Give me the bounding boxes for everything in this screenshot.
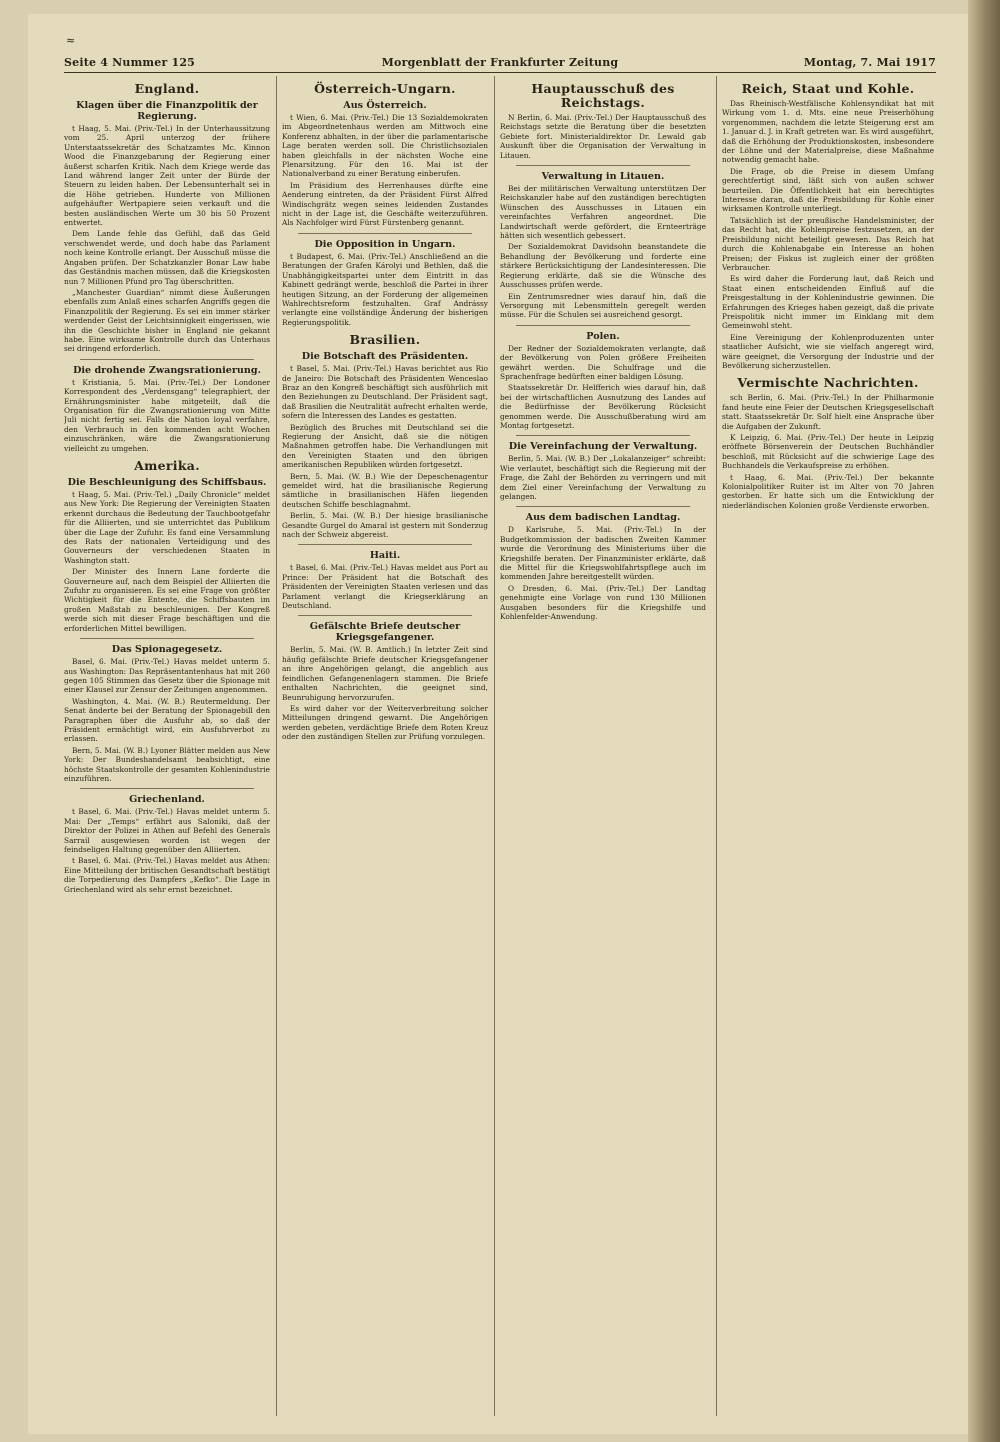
section-heading: Brasilien.: [349, 332, 421, 348]
section-heading: Vermischte Nachrichten.: [737, 375, 919, 391]
article-headline: Die Vereinfachung der Verwaltung.: [508, 441, 698, 453]
article-paragraph: K Leipzig, 6. Mai. (Priv.-Tel.) Der heute in Leipzig eröffnete Börsenverein der Deutschen Buchhändler beschloß, mit Rücksicht auf die schwierige Lage des Buchhandels die Verkaufspreise zu erhöhen.: [722, 433, 934, 471]
article-headline: Gefälschte Briefe deutscher Kriegsgefangener.: [309, 621, 461, 644]
article-paragraph: Das Rheinisch-Westfälische Kohlensyndikat hat mit Wirkung vom 1. d. Mts. eine neue Preiserhöhung vorgenommen, nachdem die letzte Steigerung erst am 1. Januar d. J. in Kraft getreten war. Es wird ausgeführt, daß die Erhöhung der Produktionskosten, insbesondere der Löhne und der Materialpreise, diese Maßnahme notwendig gemacht habe.: [722, 99, 934, 165]
article-headline: Aus dem badischen Landtag.: [525, 512, 681, 524]
article-paragraph: sch Berlin, 6. Mai. (Priv.-Tel.) In der Philharmonie fand heute eine Feier der Deutschen Kriegsgesellschaft statt. Staatssekretär Dr. Solf hielt eine Ansprache über die Aufgaben der Zukunft.: [722, 393, 934, 431]
section-divider: [80, 638, 254, 639]
section-divider: [516, 506, 690, 507]
section-heading: Reich, Staat und Kohle.: [741, 81, 915, 96]
article-paragraph: Es wird daher die Forderung laut, daß Reich und Staat einen entscheidenden Einfluß auf die Preisgestaltung in der Kohlenindustrie gewinnen. Die Erfahrungen des Krieges haben gezeigt, daß die private Preispolitik nicht immer im Einklang mit dem Gemeinwohl steht.: [722, 274, 934, 331]
article-headline: Die drohende Zwangsrationierung.: [73, 364, 261, 376]
column-4: [722, 76, 934, 1416]
article-headline: Griechenland.: [129, 794, 205, 806]
article-paragraph: t Haag, 6. Mai. (Priv.-Tel.) Der bekannte Kolonialpolitiker Ruiter ist im Alter von 70 Jahren gestorben. Er hatte sich um die Entwicklung der niederländischen Kolonien große Verdienste erworben.: [722, 472, 934, 510]
section-divider: [298, 544, 472, 545]
article-paragraph: Berlin, 5. Mai. (W. B. Amtlich.) In letzter Zeit sind häufig gefälschte Briefe deutscher Kriegsgefangener an ihre Angehörigen gelangt, die angeblich aus feindlichen Gefangenenlagern stammen. Die Briefe enthalten Nachrichten, die geeignet sind, Beunruhigung hervorzurufen.: [282, 645, 488, 702]
section-divider: [80, 788, 254, 789]
article-paragraph: Washington, 4. Mai. (W. B.) Reutermeldung. Der Senat änderte bei der Beratung der Spionagebill den Paragraphen über die Ausfuhr ab, so daß der Präsident ermächtigt wird, ein Ausfuhrverbot zu erlassen.: [64, 696, 270, 744]
article-paragraph: Bezüglich des Bruches mit Deutschland sei die Regierung der Ansicht, daß sie die nötigen Maßnahmen getroffen habe. Die Verhandlungen mit den Vereinigten Staaten und den übrigen amerikanischen Republiken würden fortgesetzt.: [282, 422, 488, 470]
article-paragraph: t Basel, 6. Mai. (Priv.-Tel.) Havas meldet aus Athen: Eine Mitteilung der britischen Gesandtschaft bestätigt die Torpedierung des Dampfers „Kefko“. Die Lage in Griechenland wird als sehr ernst bezeichnet.: [64, 856, 270, 894]
page-number: Seite 4 Nummer 125: [64, 56, 196, 69]
article-paragraph: N Berlin, 6. Mai. (Priv.-Tel.) Der Hauptausschuß des Reichstags setzte die Beratung über die besetzten Gebiete fort. Ministerialdirektor Dr. Lewald gab Auskunft über die Organisation der Verwaltung in Litauen.: [500, 113, 706, 160]
article-paragraph: t Wien, 6. Mai. (Priv.-Tel.) Die 13 Sozialdemokraten im Abgeordnetenhaus werden am Mittwoch eine Konferenz abhalten, in der über die parlamentarische Lage beraten werden soll. Die Christlichsozialen haben gleichfalls in der nächsten Woche eine Plenarsitzung. Für den 16. Mai ist der Nationalverband zu einer Beratung einberufen.: [282, 113, 488, 179]
article-paragraph: Berlin, 5. Mai. (W. B.) Der „Lokalanzeiger“ schreibt: Wie verlautet, beschäftigt sich die Regierung mit der Frage, die Zahl der Behörden zu verringern und mit dem Ziel einer Vereinfachung der Verwaltung zu gelangen.: [500, 454, 706, 501]
section-divider: [80, 359, 254, 360]
article-paragraph: Bern, 5. Mai. (W. B.) Wie der Depeschenagentur gemeldet wird, hat die brasilianische Regierung sämtliche in brasilianischen Häfen liegenden deutschen Schiffe beschlagnahmt.: [282, 471, 488, 509]
column-2: [282, 76, 488, 1416]
article-paragraph: Bei der militärischen Verwaltung unterstützen Der Reichskanzler habe auf den zuständigen berechtigten Wünschen des Ausschusses in Litauen ein vereinfachtes Verfahren angeordnet. Die Landwirtschaft werde gefördert, die Ernteerträge hätten sich wesentlich gebessert.: [500, 184, 706, 241]
article-paragraph: Eine Vereinigung der Kohlenproduzenten unter staatlicher Aufsicht, wie sie vielfach angeregt wird, wäre geeignet, die Versorgung der Industrie und der Bevölkerung sicherzustellen.: [722, 332, 934, 370]
article-paragraph: „Manchester Guardian“ nimmt diese Äußerungen ebenfalls zum Anlaß eines scharfen Angriffs gegen die Finanzpolitik der Regierung. Es sei ein immer stärker werdender Geist der Leichtsinnigkeit eingerissen, wie ihn die Geschichte bisher in England nie gekannt habe. Eine wirksame Kontrolle durch das Unterhaus sei dringend erforderlich.: [64, 287, 270, 354]
issue-date: Montag, 7. Mai 1917: [803, 56, 936, 69]
section-divider: [516, 325, 690, 326]
article-paragraph: Staatssekretär Dr. Helfferich wies darauf hin, daß bei der wirtschaftlichen Ausnutzung des Landes auf die Bedürfnisse der Bevölkerung Rücksicht genommen werde. Die Ausschußberatung wird am Montag fortgesetzt.: [500, 383, 706, 430]
corner-mark: ≈: [66, 34, 76, 47]
column-rule: [276, 76, 277, 1416]
section-heading: England.: [134, 81, 200, 96]
page-header: [64, 54, 936, 73]
column-rule: [716, 76, 717, 1416]
article-headline: Die Beschleunigung des Schiffsbaus.: [67, 477, 267, 488]
article-paragraph: Im Präsidium des Herrenhauses dürfte eine Aenderung eintreten, da der Präsident Fürst Alfred Windischgrätz wegen seines leidenden Zustandes nicht in der Lage ist, die Geschäfte weiterzuführen. Als Nachfolger wird Fürst Fürstenberg genannt.: [282, 180, 488, 228]
article-paragraph: Berlin, 5. Mai. (W. B.) Der hiesige brasilianische Gesandte Gurgel do Amaral ist gestern mit Sonderzug nach der Schweiz abgereist.: [282, 511, 488, 540]
article-headline: Haiti.: [369, 550, 401, 562]
section-divider: [298, 233, 472, 234]
section-divider: [516, 165, 690, 166]
article-paragraph: t Haag, 5. Mai. (Priv.-Tel.) „Daily Chronicle“ meldet aus New York: Die Regierung der Vereinigten Staaten erkennt durchaus die Bedeutung der Tauchbootgefahr für die Alliierten, und sie unterrichtet das Publikum über die Lage der Zufuhr. Es fand eine Versammlung des Rats der nationalen Verteidigung und des Gouverneurs der verschiedenen Staaten in Washington statt.: [64, 490, 270, 565]
article-paragraph: Dem Lande fehle das Gefühl, daß das Geld verschwendet werde, und doch habe das Parlament noch keine Kontrolle erlangt. Der Ausschuß müsse die Angaben prüfen. Der Schatzkanzler Bonar Law habe das Geständnis machen müssen, daß die Kriegskosten nun 7 Millionen Pfund pro Tag überschritten.: [64, 229, 270, 286]
article-paragraph: Der Minister des Innern Lane forderte die Gouverneure auf, nach dem Beispiel der Alliierten die Zufuhr zu organisieren. Es sei eine Frage von größter Wichtigkeit für die Entente, die Schiffsbauten im großen Maßstab zu beschleunigen. Der Kongreß werde sich mit dieser Frage beschäftigen und die erforderlichen Mittel bewilligen.: [64, 567, 270, 633]
column-1: [64, 76, 270, 1416]
article-paragraph: Bern, 5. Mai. (W. B.) Lyoner Blätter melden aus New York: Der Bundeshandelsamt beabsichtigt, eine höchste Staatskontrolle der gesamten Kohlenindustrie einzuführen.: [64, 745, 270, 783]
article-headline: Das Spionagegesetz.: [111, 644, 223, 656]
article-paragraph: t Basel, 5. Mai. (Priv.-Tel.) Havas berichtet aus Rio de Janeiro: Die Botschaft des Präsidenten Wenceslao Braz an den Kongreß beschäftigt sich ausführlich mit den Beziehungen zu Deutschland. Der Präsident sagt, daß Brasilien die Neutralität aufrecht erhalten werde, sofern die Interessen des Landes es gestatten.: [282, 364, 488, 421]
article-paragraph: Ein Zentrumsredner wies darauf hin, daß die Versorgung mit Lebensmitteln geregelt werden müsse. Für die Schulen sei ausreichend gesorgt.: [500, 291, 706, 320]
column-3: [500, 76, 706, 1416]
book-binding: [968, 0, 1000, 1442]
article-headline: Klagen über die Finanzpolitik der Regierung.: [76, 100, 258, 122]
article-paragraph: t Haag, 5. Mai. (Priv.-Tel.) In der Unterhaussitzung vom 25. April unterzog der frühere Unterstaatssekretär des Schatzamtes Mc. Kinnon Wood die Finanzgebarung der Regierung einer äußerst scharfen Kritik. Nach dem Kriege werde das Land während langer Zeit unter der Bürde der Steuern zu leiden haben. Der Lebensunterhalt sei in die Höhe getrieben. Hunderte von Millionen aufgehäufter Wertpapiere seien verkauft und die besten ausländischen Werte um 30 bis 50 Prozent entwertet.: [64, 124, 270, 228]
article-paragraph: Die Frage, ob die Preise in diesem Umfang gerechtfertigt sind, läßt sich von außen schwer beurteilen. Die Öffentlichkeit hat ein berechtigtes Interesse daran, daß die Preisbildung für Kohle einer wirksamen Kontrolle unterliegt.: [722, 166, 934, 214]
article-paragraph: Basel, 6. Mai. (Priv.-Tel.) Havas meldet unterm 5. aus Washington: Das Repräsentantenhaus hat mit 260 gegen 105 Stimmen das Gesetz über die Spionage mit einer Klausel zur Zensur der Zeitungen angenommen.: [64, 657, 270, 695]
article-paragraph: t Kristiania, 5. Mai. (Priv.-Tel.) Der Londoner Korrespondent des „Verdensgang“ telegraphiert, der Ernährungsminister habe mitgeteilt, daß die Organisation für die Zwangsrationierung von Mitte Juli nicht fertig sei. Falls die Nation loyal verfahre, den Verbrauch in den kommenden acht Wochen einzuschränken, wäre die Zwangsrationierung vielleicht zu umgehen.: [64, 377, 270, 453]
section-divider: [298, 615, 472, 616]
article-paragraph: t Basel, 6. Mai. (Priv.-Tel.) Havas meldet aus Port au Prince: Der Präsident hat die Botschaft des Präsidenten der Vereinigten Staaten verlesen und das Parlament verlangt die Kriegserklärung an Deutschland.: [282, 563, 488, 611]
article-paragraph: O Dresden, 6. Mai. (Priv.-Tel.) Der Landtag genehmigte eine Vorlage von rund 130 Millionen Ausgaben besonders für die Kriegshilfe und Kohlenfelder-Anwendung.: [500, 583, 706, 622]
article-headline: Aus Österreich.: [343, 100, 427, 111]
article-headline: Die Botschaft des Präsidenten.: [301, 351, 469, 363]
section-heading: Amerika.: [134, 458, 200, 473]
article-paragraph: D Karlsruhe, 5. Mai. (Priv.-Tel.) In der Budgetkommission der badischen Zweiten Kammer wurde die Verordnung des Ministeriums über die Kriegshilfe beraten. Der Finanzminister erklärte, daß die Mittel für die Kriegswohlfahrtspflege auch im kommenden Jahre bereitgestellt würden.: [500, 525, 706, 582]
article-paragraph: t Budapest, 6. Mai. (Priv.-Tel.) Anschließend an die Beratungen der Grafen Károlyi und Bethlen, daß die Unabhängigkeitspartei unter dem Eintritt in das Kabinett gedrängt werde, beschloß die Partei in ihrer heutigen Sitzung, an der Forderung der allgemeinen Wahlrechtsreform festzuhalten. Graf Andrássy verlangte eine vollständige Änderung der bisherigen Regierungspolitik.: [282, 251, 488, 327]
article-paragraph: Der Sozialdemokrat Davidsohn beanstandete die Behandlung der Bevölkerung und forderte eine stärkere Berücksichtigung der Landesinteressen. Die Regierung erklärte, daß sie die Wünsche des Ausschusses prüfen werde.: [500, 242, 706, 290]
column-rule: [494, 76, 495, 1416]
article-paragraph: Der Redner der Sozialdemokraten verlangte, daß der Bevölkerung von Polen größere Freiheiten gewährt werden. Die Schulfrage und die Sprachenfrage bedürften einer baldigen Lösung.: [500, 343, 706, 381]
article-headline: Verwaltung in Litauen.: [541, 171, 665, 183]
article-paragraph: Es wird daher vor der Weiterverbreitung solcher Mitteilungen dringend gewarnt. Die Angehörigen werden gebeten, verdächtige Briefe dem Roten Kreuz oder den zuständigen Stellen zur Prüfung vorzulegen.: [282, 703, 488, 742]
section-divider: [516, 435, 690, 436]
article-headline: Die Opposition in Ungarn.: [314, 238, 456, 250]
newspaper-title: Morgenblatt der Frankfurter Zeitung: [381, 56, 619, 69]
section-heading: Hauptausschuß des Reichstags.: [531, 81, 675, 110]
article-paragraph: t Basel, 6. Mai. (Priv.-Tel.) Havas meldet unterm 5. Mai: Der „Temps“ erfährt aus Saloniki, daß der Direktor der Polizei in Athen auf Befehl des Generals Sarrail ausgewiesen worden ist wegen der feindseligen Haltung gegenüber den Alliierten.: [64, 807, 270, 854]
article-headline: Polen.: [586, 330, 620, 342]
article-paragraph: Tatsächlich ist der preußische Handelsminister, der das Recht hat, die Kohlenpreise festzusetzen, an der Preisbildung nicht beteiligt gewesen. Das Reich hat durch die Kohlenabgabe ein Interesse an hohen Preisen; der Fiskus ist zugleich einer der größten Verbraucher.: [722, 215, 934, 272]
section-heading: Österreich-Ungarn.: [314, 81, 456, 96]
